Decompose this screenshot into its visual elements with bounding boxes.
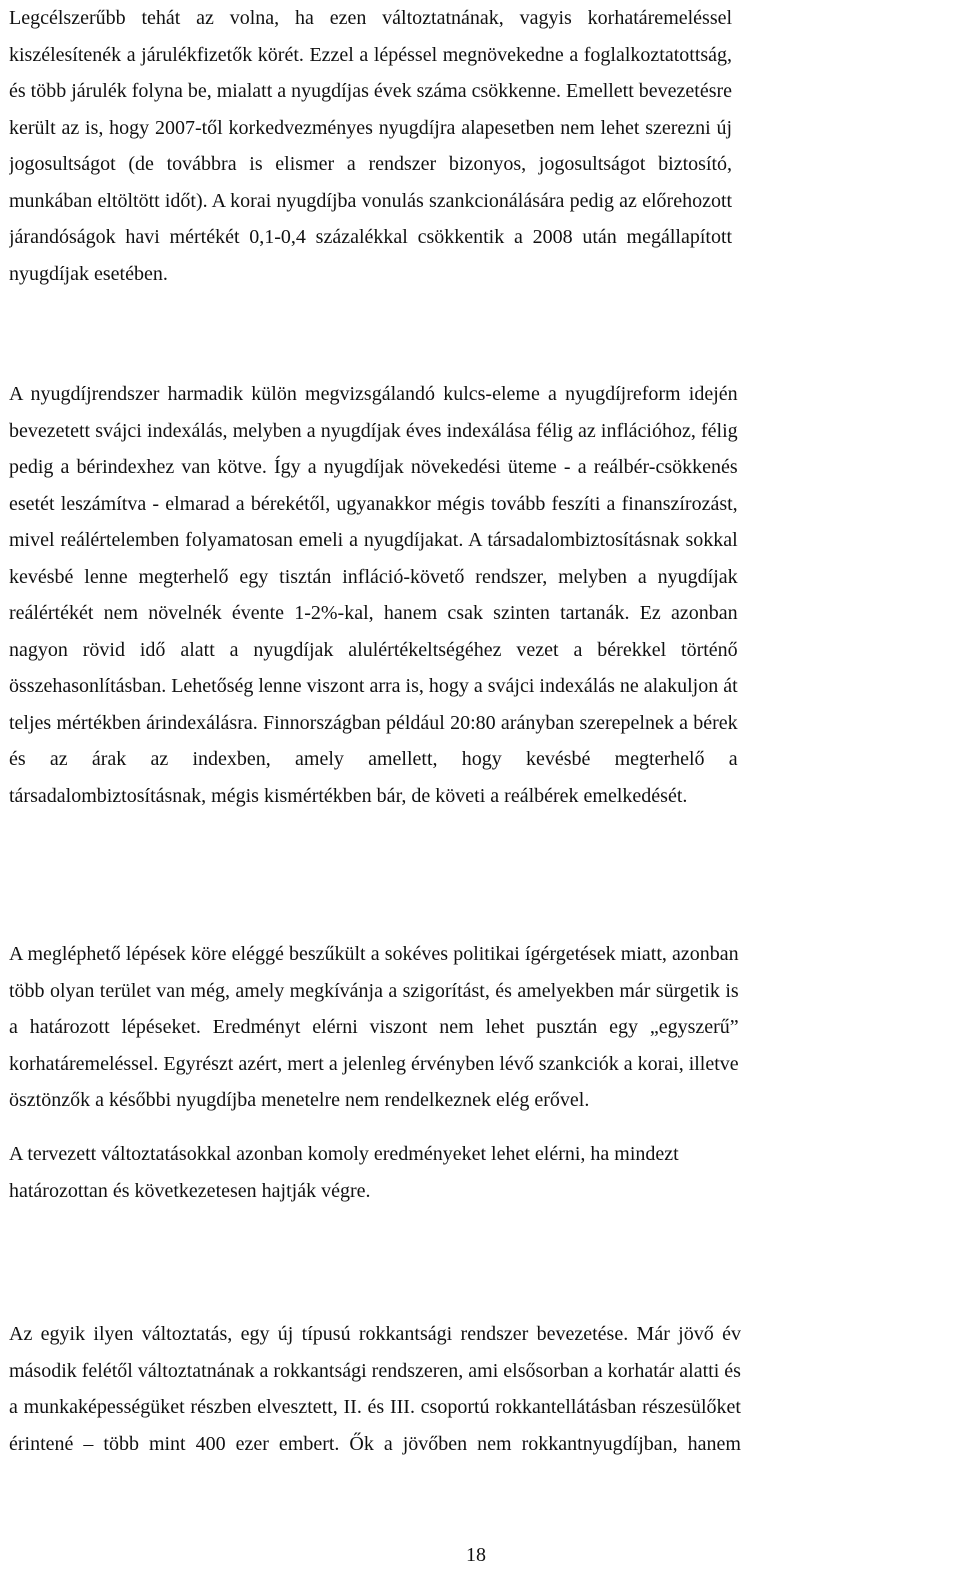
text-line: mivel reálértelemben folyamatosan emeli a nyugdíjakat. A társadalombiztosításnak sokkal	[9, 529, 738, 551]
page-number: 18	[466, 1544, 486, 1566]
text-line: a határozott lépéseket. Eredményt elérni viszont nem lehet pusztán egy „egyszerű”	[9, 1016, 739, 1038]
text-line: A tervezett változtatásokkal azonban komoly eredményeket lehet elérni, ha mindezt	[9, 1143, 679, 1165]
text-line: jogosultságot (de továbbra is elismer a rendszer bizonyos, jogosultságot biztosító,	[9, 153, 733, 175]
text-line: bevezetett svájci indexálás, melyben a nyugdíjak éves indexálása félig az inflációhoz, félig	[9, 419, 738, 442]
paragraph-retirement-age	[9, 0, 732, 292]
text-line: került az is, hogy 2007-től korkedvezményes nyugdíjra alapesetben nem lehet szerezni új	[9, 116, 733, 139]
paragraph-swiss-indexation	[9, 376, 738, 814]
text-line: ösztönzők a későbbi nyugdíjba menetelre nem rendelkeznek elég erővel.	[9, 1089, 590, 1111]
text-line: esetét leszámítva - elmarad a bérekétől, ugyanakkor mégis tovább feszíti a finanszírozást,	[9, 492, 738, 515]
text-line: Legcélszerűbb tehát az volna, ha ezen változtatnának, vagyis korhatáremeléssel	[9, 7, 733, 29]
text-line: A nyugdíjrendszer harmadik külön megvizsgálandó kulcs-eleme a nyugdíjreform idején	[9, 383, 738, 405]
text-line: társadalombiztosításnak, mégis kismértékben bár, de követi a reálbérek emelkedését.	[9, 784, 688, 807]
text-line: nagyon rövid idő alatt a nyugdíjak alulértékeltségéhez vezet a bérekkel történő	[9, 638, 738, 661]
text-line: járandóságok havi mértékét 0,1-0,4 százalékkal csökkentik a 2008 után megállapított	[9, 226, 733, 248]
text-line: nyugdíjak esetében.	[9, 262, 168, 285]
text-line: kiszélesítenék a járulékfizetők körét. Ezzel a lépéssel megnövekedne a foglalkoztatottság,	[9, 43, 733, 66]
paragraph-disability-system	[9, 1316, 741, 1462]
text-line: második felétől változtatnának a rokkantsági rendszeren, ami elsősorban a korhatár alatti és	[9, 1359, 741, 1382]
text-line: munkában eltöltött időt). A korai nyugdíjba vonulás szankcionálására pedig az előrehozott	[9, 189, 733, 212]
text-line: pedig a bérindexhez van kötve. Így a nyugdíjak növekedési üteme - a reálbér-csökkenés	[9, 456, 738, 478]
text-line: teljes mértékben árindexálásra. Finnországban például 20:80 arányban szerepelnek a bérek	[9, 711, 738, 734]
paragraph-possible-steps	[9, 936, 739, 1119]
text-line: és több járulék folyna be, mialatt a nyugdíjas évek száma csökkenne. Emellett bevezetésre	[9, 80, 733, 102]
text-line: a munkaképességüket részben elvesztett, II. és III. csoportú rokkantellátásban részesülőket	[9, 1396, 741, 1418]
paragraph-planned-changes	[9, 1136, 679, 1209]
text-line: több olyan terület van még, amely megkívánja a szigorítást, és amelyekben már sürgetik is	[9, 979, 739, 1002]
text-line: érintené – több mint 400 ezer embert. Ők a jövőben nem rokkantnyugdíjban, hanem	[9, 1432, 741, 1455]
text-line: Az egyik ilyen változtatás, egy új típusú rokkantsági rendszer bevezetése. Már jövő év	[9, 1323, 741, 1345]
text-line: összehasonlításban. Lehetőség lenne viszont arra is, hogy a svájci indexálás ne alakuljon át	[9, 675, 738, 697]
text-line: határozottan és következetesen hajtják végre.	[9, 1179, 371, 1202]
text-line: és az árak az indexben, amely amellett, hogy kevésbé megterhelő a	[9, 748, 738, 770]
text-line: kevésbé lenne megterhelő egy tisztán infláció-követő rendszer, melyben a nyugdíjak	[9, 565, 738, 588]
text-line: korhatáremeléssel. Egyrészt azért, mert a jelenleg érvényben lévő szankciók a korai, illetve	[9, 1052, 739, 1075]
text-line: reálértékét nem növelnék évente 1-2%-kal, hanem csak szinten tartanák. Ez azonban	[9, 602, 738, 624]
text-line: A megléphető lépések köre eléggé beszűkült a sokéves politikai ígérgetések miatt, azonban	[9, 943, 739, 965]
